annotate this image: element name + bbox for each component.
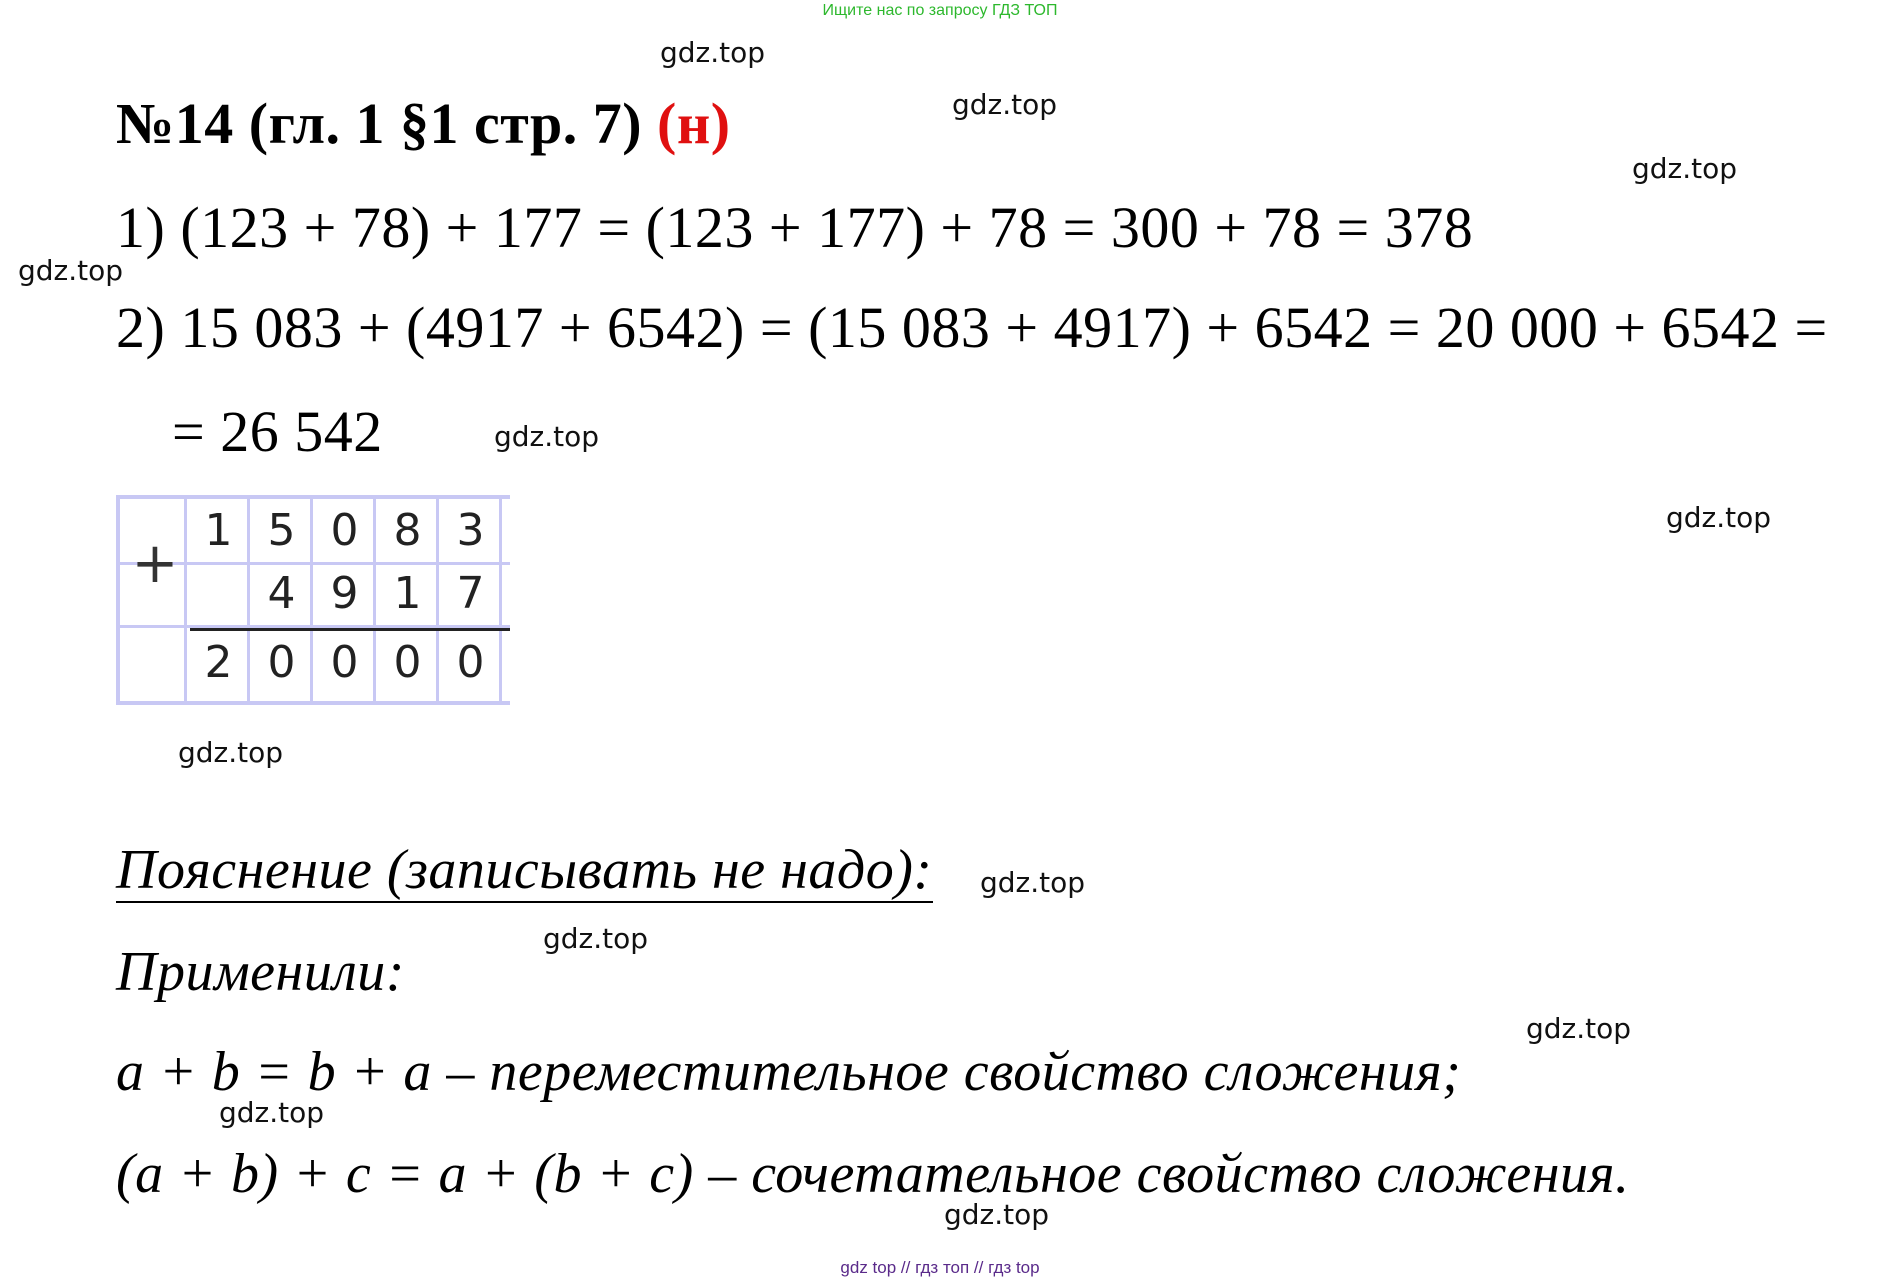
digit-cell: 0 [330, 505, 359, 556]
problem-number: №14 (гл. 1 §1 стр. 7) [116, 91, 643, 156]
watermark: gdz.top [1632, 152, 1738, 185]
applied-label: Применили: [116, 941, 405, 1003]
digit-cell: 8 [393, 505, 422, 556]
top-banner: Ищите нас по запросу ГДЗ ТОП [822, 2, 1058, 19]
watermark: gdz.top [219, 1096, 325, 1129]
digit-cell: 3 [456, 505, 485, 556]
explanation-heading: Пояснение (записывать не надо): [116, 839, 933, 901]
digit-cell [187, 562, 250, 625]
watermark: gdz.top [952, 88, 1058, 121]
digit-cell: 1 [204, 505, 233, 556]
equation-line-2: 2) 15 083 + (4917 + 6542) = (15 083 + 4917) + 6542 = 20 000 + 6542 = [116, 295, 1828, 360]
plus-sign: + [131, 531, 179, 596]
watermark: gdz.top [1666, 501, 1772, 534]
digit-cell: 4 [267, 568, 296, 619]
watermark: gdz.top [18, 254, 124, 287]
watermark: gdz.top [660, 36, 766, 69]
result-cell: 0 [267, 637, 296, 688]
associative-rule: (a + b) + c = a + (b + c) – сочетательное свойство сложения. [116, 1143, 1630, 1205]
watermark: gdz.top [178, 736, 284, 769]
watermark: gdz.top [944, 1198, 1050, 1231]
equation-line-1: 1) (123 + 78) + 177 = (123 + 177) + 78 = 300 + 78 = 378 [116, 195, 1474, 260]
result-cell: 0 [330, 637, 359, 688]
watermark: gdz.top [494, 420, 600, 453]
result-cell: 0 [456, 637, 485, 688]
column-addition [116, 495, 510, 705]
problem-title [116, 90, 731, 157]
watermark: gdz.top [1526, 1012, 1632, 1045]
commutative-rule: a + b = b + a – переместительное свойство сложения; [116, 1041, 1462, 1103]
digit-cell: 1 [393, 568, 422, 619]
problem-mark: (н) [657, 91, 731, 156]
equation-line-3: = 26 542 [172, 399, 383, 464]
digit-cell: 7 [456, 568, 485, 619]
digit-cell: 5 [267, 505, 296, 556]
watermark: gdz.top [980, 866, 1086, 899]
footer-links: gdz top // гдз топ // гдз top [840, 1258, 1040, 1277]
result-cell: 0 [393, 637, 422, 688]
watermark: gdz.top [543, 922, 649, 955]
result-cell: 2 [204, 637, 233, 688]
digit-cell: 9 [330, 568, 359, 619]
